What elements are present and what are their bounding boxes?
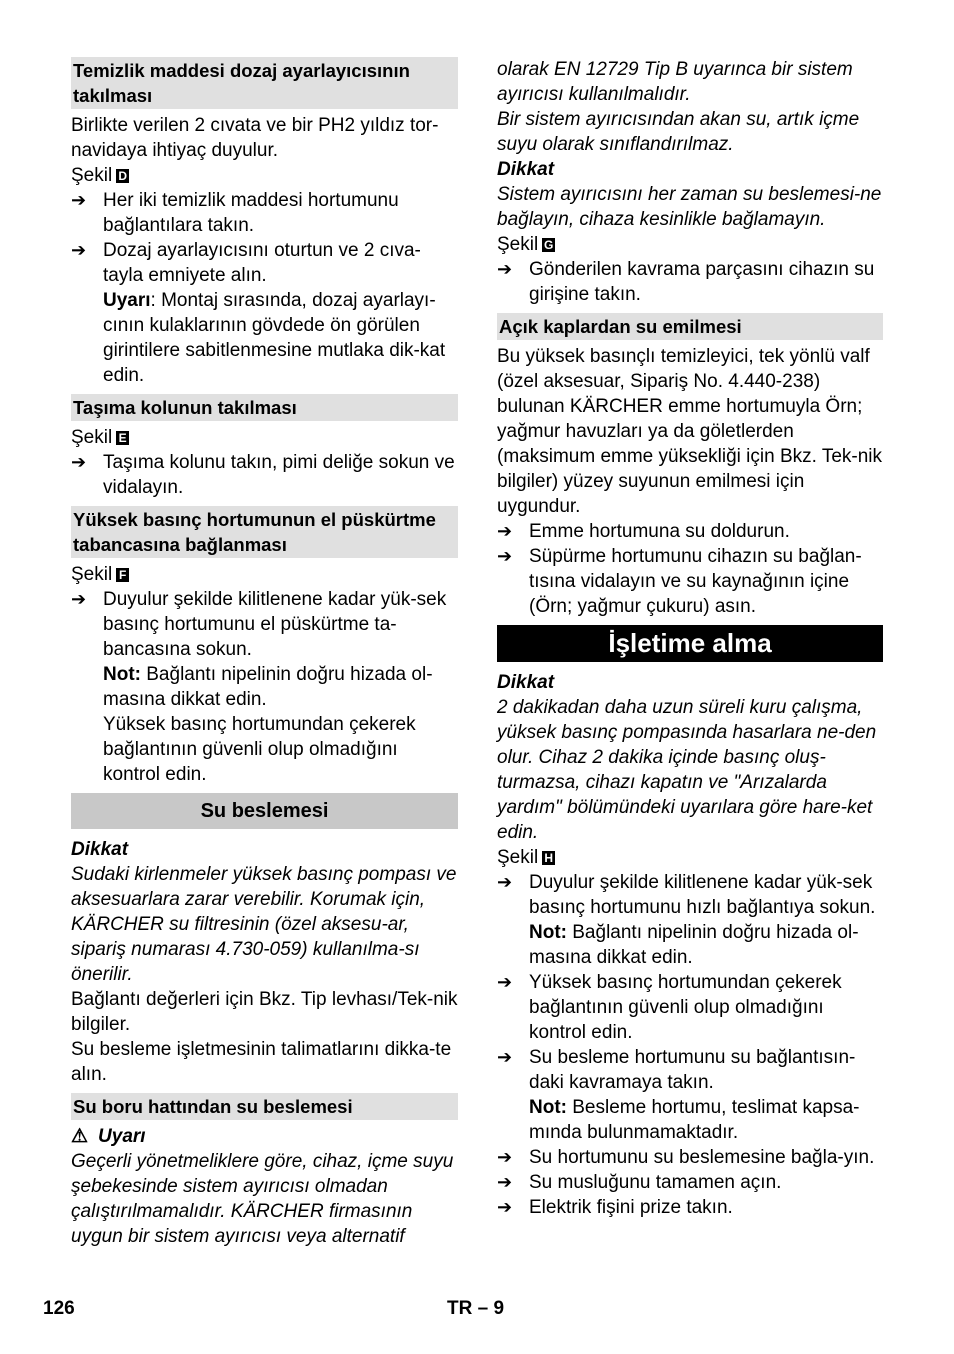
warning-text-cont: Bir sistem ayırıcısından akan su, artık içme suyu olarak sınıflandırılmaz. <box>497 109 860 155</box>
section-heading-open-containers: Açık kaplardan su emilmesi <box>497 313 883 340</box>
figure-badge: F <box>116 568 129 582</box>
arrow-right-icon: ➔ <box>497 972 513 992</box>
left-column <box>71 57 458 1249</box>
arrow-right-icon: ➔ <box>497 259 513 279</box>
figure-ref: Şekil G <box>497 234 554 255</box>
caution-label: Dikkat <box>71 839 129 860</box>
caution-text: Sistem ayırıcısını her zaman su beslemesi-ne bağlayın, cihaza kesinlikle bağlamayın. <box>497 184 882 230</box>
figure-ref: Şekil D <box>71 163 458 188</box>
step-item: ➔ Elektrik fişini prize takın. <box>497 1197 733 1218</box>
arrow-right-icon: ➔ <box>71 240 87 260</box>
paragraph: Birlikte verilen 2 cıvata ve bir PH2 yıldız tor-navidaya ihtiyaç duyulur. <box>71 115 439 161</box>
step-item: ➔ Su musluğunu tamamen açın. <box>497 1172 782 1193</box>
arrow-right-icon: ➔ <box>497 1047 513 1067</box>
step-item: ➔ Duyulur şekilde kilitlenene kadar yük-sek basınç hortumunu el püskürtme ta-bancasına sokun. Not: Bağlantı nipelinin doğru hizada ol-masına dikkat edin. Yüksek basınç hortumundan çekerek bağlantının güvenli olup olmadığını kontrol edin. <box>71 589 447 785</box>
right-column <box>497 57 883 1220</box>
section-heading-pipe-supply: Su boru hattından su beslemesi <box>71 1093 458 1120</box>
section-heading-dosing: Temizlik maddesi dozaj ayarlayıcısının takılması <box>71 57 458 109</box>
figure-ref: Şekil H <box>497 845 883 870</box>
step-item: ➔ Gönderilen kavrama parçasını cihazın su girişine takın. <box>497 259 875 305</box>
step-item: ➔ Su hortumunu su beslemesine bağla-yın. <box>497 1147 875 1168</box>
caution-text: Sudaki kirlenmeler yüksek basınç pompası ve aksesuarlara zarar verebilir. Korumak için, KÄRCHER su filtresinin (özel aksesu-ar, sipariş numarası 4.730-059) kullanılma-sı önerilir. <box>71 864 457 985</box>
figure-badge: H <box>542 851 555 865</box>
arrow-right-icon: ➔ <box>497 872 513 892</box>
warning-text-cont: olarak EN 12729 Tip B uyarınca bir sistem ayırıcısı kullanılmalıdır. <box>497 59 853 105</box>
arrow-right-icon: ➔ <box>71 452 87 472</box>
section-heading-handle: Taşıma kolunun takılması <box>71 394 458 421</box>
step-item: ➔ Süpürme hortumunu cihazın su bağlan-tısına vidalayın ve su kaynağının içine (Örn; yağmur çukuru) asın. <box>497 546 862 617</box>
arrow-right-icon: ➔ <box>497 1147 513 1167</box>
paragraph: Su besleme işletmesinin talimatlarını dikka-te alın. <box>71 1039 452 1085</box>
section-heading-hose: Yüksek basınç hortumunun el püskürtme tabancasına bağlanması <box>71 506 458 558</box>
warning-label: ⚠ Uyarı <box>71 1126 146 1147</box>
section-heading-water-supply: Su beslemesi <box>71 793 458 829</box>
paragraph: Bu yüksek basınçlı temizleyici, tek yönlü valf (özel aksesuar, Sipariş No. 4.440-238) bulunan KÄRCHER emme hortumuyla Örn; yağmur havuzları ya da göletlerden (maksimum emme yüksekliği için Bkz. Tek-nik bilgiler) yüzey suyunun emilmesi için uygundur. <box>497 346 883 517</box>
paragraph: Bağlantı değerleri için Bkz. Tip levhası/Tek-nik bilgiler. <box>71 989 458 1035</box>
chapter-heading-start-up: İşletime alma <box>497 625 883 662</box>
caution-text: 2 dakikadan daha uzun süreli kuru çalışma, yüksek basınç pompasında hasarlara ne-den olur. Cihaz 2 dakika içinde basınç oluş-turmazsa, cihazı kapatın ve "Arızalarda yardım" bölümündeki uyarılara göre hare-ket edin. <box>497 697 877 843</box>
step-item: ➔ Dozaj ayarlayıcısını oturtun ve 2 cıva-tayla emniyete alın. Uyarı: Montaj sırasında, dozaj ayarlayı-cının kulaklarının gövdede ön görülen girintilere sabitlenmesine mutlaka dik-kat edin. <box>71 240 446 386</box>
figure-ref: Şekil F <box>71 562 458 587</box>
arrow-right-icon: ➔ <box>497 521 513 541</box>
warning-text: Geçerli yönetmeliklere göre, cihaz, içme suyu şebekesinde sistem ayırıcısı olmadan çalıştırılmamalıdır. KÄRCHER firmasının uygun bir sistem ayırıcısı veya alternatif <box>71 1151 454 1247</box>
step-item: ➔ Yüksek basınç hortumundan çekerek bağlantının güvenli olup olmadığını kontrol edin. <box>497 972 842 1043</box>
arrow-right-icon: ➔ <box>71 190 87 210</box>
figure-badge: D <box>116 169 129 183</box>
figure-badge: G <box>544 238 554 252</box>
step-item: ➔ Her iki temizlik maddesi hortumunu bağlantılara takın. <box>71 190 399 236</box>
step-item: ➔ Duyulur şekilde kilitlenene kadar yük-sek basınç hortumunu hızlı bağlantıya sokun. Not: Bağlantı nipelinin doğru hizada ol-masına dikkat edin. <box>497 872 876 968</box>
arrow-right-icon: ➔ <box>71 589 87 609</box>
language-page-indicator: TR – 9 <box>447 1298 505 1319</box>
figure-ref: Şekil E <box>71 425 458 450</box>
caution-label: Dikkat <box>497 672 555 693</box>
step-item: ➔ Taşıma kolunu takın, pimi deliğe sokun ve vidalayın. <box>71 452 455 498</box>
figure-badge: E <box>116 431 129 445</box>
page-number: 126 <box>43 1298 75 1319</box>
arrow-right-icon: ➔ <box>497 1172 513 1192</box>
caution-label: Dikkat <box>497 159 555 180</box>
warning-triangle-icon: ⚠ <box>71 1126 89 1147</box>
step-item: ➔ Emme hortumuna su doldurun. <box>497 521 790 542</box>
arrow-right-icon: ➔ <box>497 546 513 566</box>
step-item: ➔ Su besleme hortumunu su bağlantısın-daki kavramaya takın. Not: Besleme hortumu, teslimat kapsa-mında bulunmamaktadır. <box>497 1047 860 1143</box>
arrow-right-icon: ➔ <box>497 1197 513 1217</box>
